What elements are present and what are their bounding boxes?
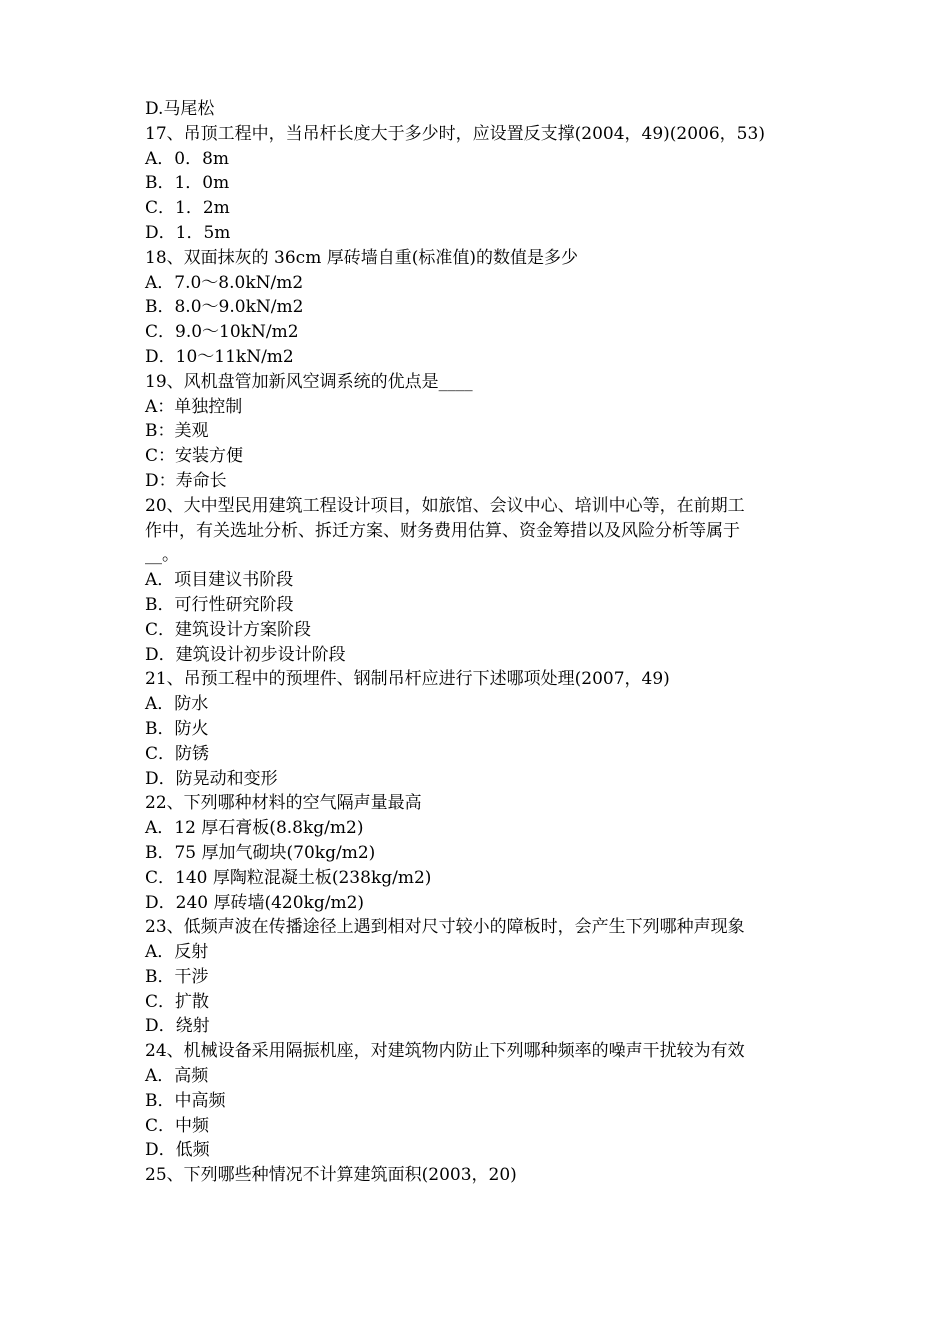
option-line: C．防锈 — [145, 743, 210, 764]
option-line: B．防火 — [145, 718, 209, 739]
question-24: 24、机械设备采用隔振机座，对建筑物内防止下列哪种频率的噪声干扰较为有效 — [145, 1041, 745, 1062]
option-line: D.马尾松 — [145, 99, 215, 119]
option-line: B．干涉 — [145, 966, 209, 987]
option-line: B．中高频 — [145, 1090, 226, 1111]
option-line: B．1．0m — [145, 173, 230, 194]
option-line: D：寿命长 — [145, 470, 227, 491]
option-line: A．反射 — [145, 942, 209, 963]
option-line: C．中频 — [145, 1115, 210, 1136]
option-line: C．扩散 — [145, 991, 210, 1012]
option-line: D．低频 — [145, 1140, 210, 1161]
option-line: B．8.0～9.0kN/m2 — [145, 297, 304, 318]
question-25: 25、下列哪些种情况不计算建筑面积(2003，20) — [145, 1165, 517, 1186]
question-22: 22、下列哪种材料的空气隔声量最高 — [145, 793, 422, 814]
option-line: B：美观 — [145, 421, 209, 442]
question-20-line-3: __。 — [145, 545, 179, 566]
option-line: C：安装方便 — [145, 446, 244, 467]
option-line: B．可行性研究阶段 — [145, 594, 294, 615]
option-line: A．0．8m — [145, 148, 230, 169]
question-17: 17、吊顶工程中，当吊杆长度大于多少时，应设置反支撑(2004，49)(2006，53) — [145, 123, 765, 144]
option-line: D．绕射 — [145, 1016, 210, 1037]
option-line: C．9.0～10kN/m2 — [145, 322, 299, 343]
option-line: C．建筑设计方案阶段 — [145, 619, 312, 640]
option-line: A：单独控制 — [145, 396, 243, 417]
question-20-line-1: 20、大中型民用建筑工程设计项目，如旅馆、会议中心、培训中心等，在前期工 — [145, 495, 745, 516]
document-body — [145, 97, 820, 1188]
question-20-line-2: 作中，有关选址分析、拆迁方案、财务费用估算、资金筹措以及风险分析等属于 — [145, 520, 740, 541]
option-line: A．高频 — [145, 1066, 209, 1087]
option-line: C．140 厚陶粒混凝土板(238kg/m2) — [145, 867, 432, 888]
option-line: D．1．5m — [145, 222, 231, 243]
option-line: D．10～11kN/m2 — [145, 346, 294, 367]
question-23: 23、低频声波在传播途径上遇到相对尺寸较小的障板时，会产生下列哪种声现象 — [145, 917, 745, 938]
option-line: C．1．2m — [145, 198, 230, 219]
option-line: A．防水 — [145, 694, 209, 715]
option-line: D．建筑设计初步设计阶段 — [145, 644, 346, 665]
option-line: D．防晃动和变形 — [145, 768, 278, 789]
option-line: A．12 厚石膏板(8.8kg/m2) — [145, 818, 364, 839]
question-21: 21、吊预工程中的预埋件、钢制吊杆应进行下述哪项处理(2007，49) — [145, 669, 670, 690]
option-line: B．75 厚加气砌块(70kg/m2) — [145, 842, 376, 863]
question-19: 19、风机盘管加新风空调系统的优点是____ — [145, 371, 473, 392]
question-18: 18、双面抹灰的 36cm 厚砖墙自重(标准值)的数值是多少 — [145, 247, 578, 268]
option-line: A．7.0～8.0kN/m2 — [145, 272, 304, 293]
option-line: D．240 厚砖墙(420kg/m2) — [145, 892, 365, 913]
option-line: A．项目建议书阶段 — [145, 570, 294, 591]
